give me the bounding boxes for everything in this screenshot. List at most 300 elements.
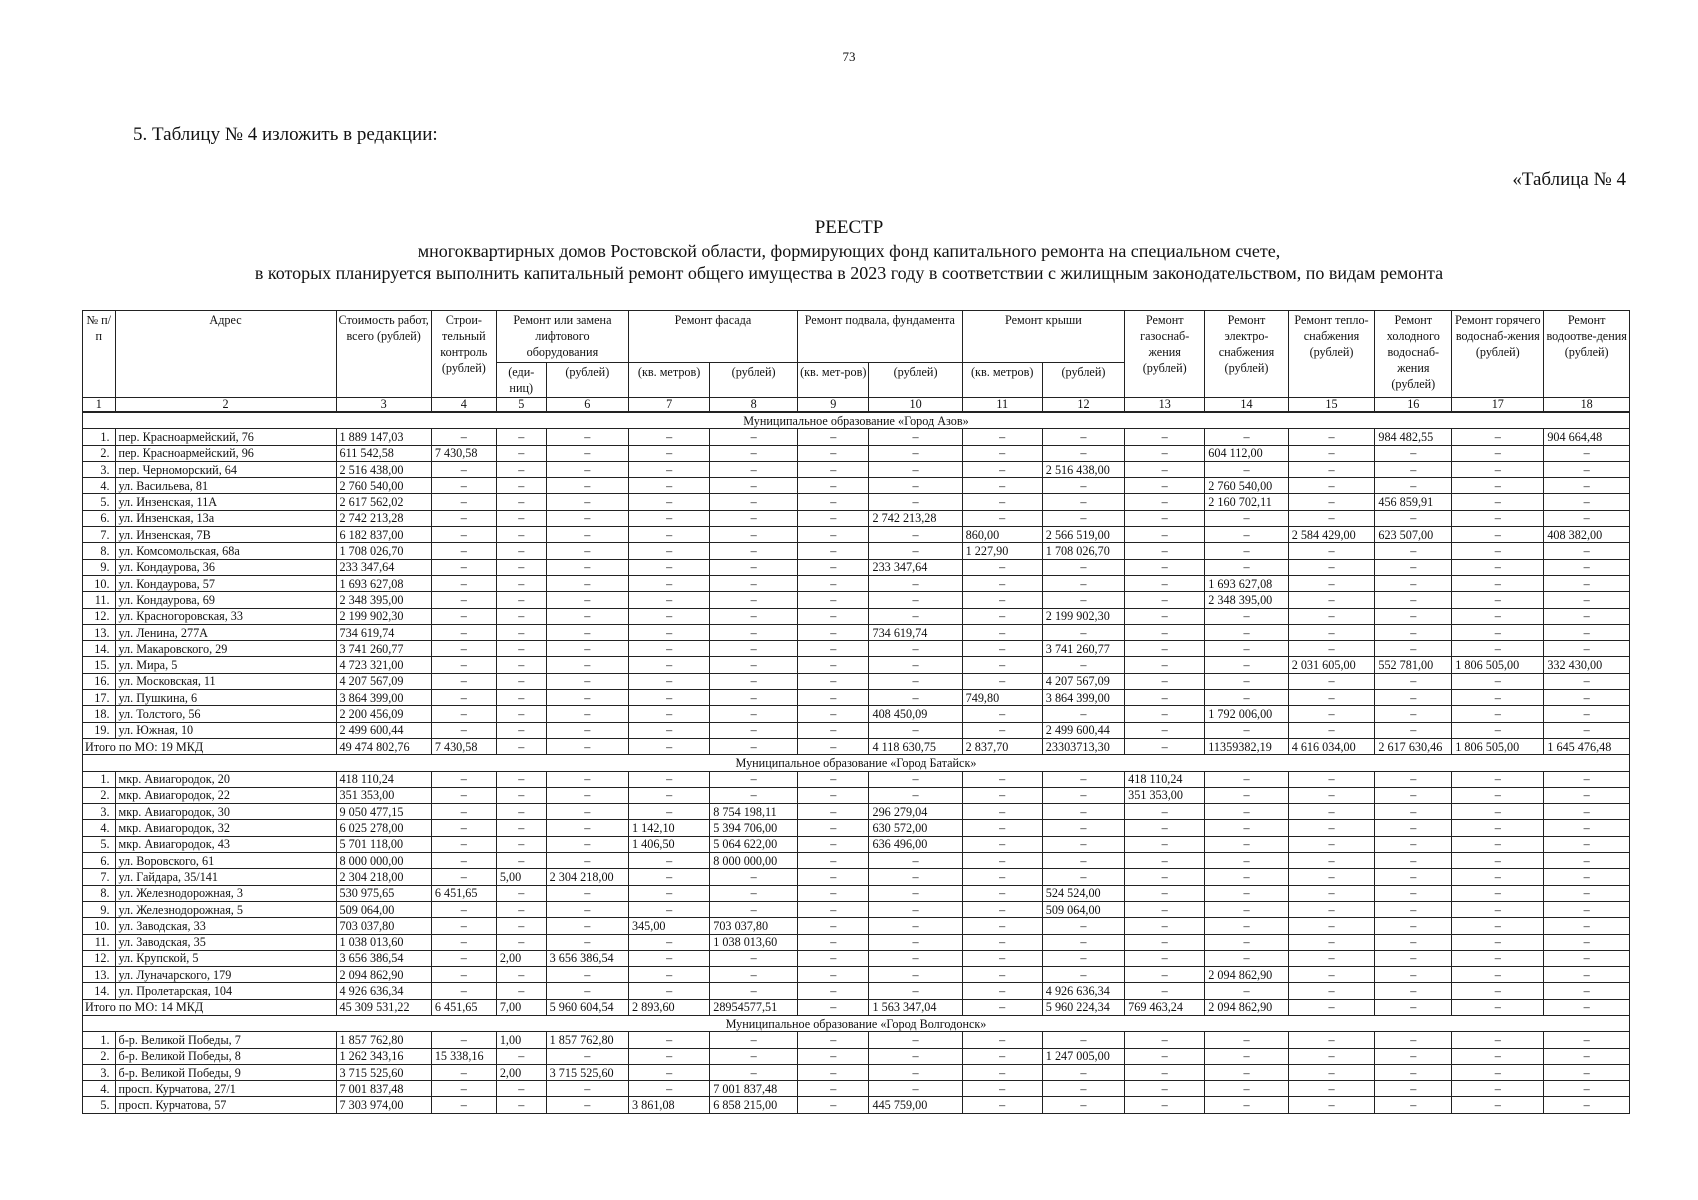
table-cell: –	[869, 527, 962, 543]
table-cell: –	[1042, 787, 1124, 803]
address-cell: мкр. Авиагородок, 22	[115, 787, 336, 803]
table-caption: «Таблица № 4	[1512, 169, 1626, 190]
table-cell: –	[1042, 918, 1124, 934]
column-number: 2	[115, 398, 336, 413]
table-cell: –	[1125, 575, 1205, 591]
table-cell: –	[1375, 706, 1452, 722]
table-cell: –	[962, 461, 1042, 477]
table-cell: –	[431, 690, 496, 706]
table-cell: –	[496, 934, 546, 950]
table-cell: –	[1452, 853, 1544, 869]
address-cell: пер. Черноморский, 64	[115, 461, 336, 477]
table-cell: –	[628, 445, 709, 461]
table-cell: 7 001 837,48	[336, 1081, 431, 1097]
table-cell: –	[1042, 1097, 1124, 1113]
table-cell: –	[546, 820, 628, 836]
table-cell: –	[496, 771, 546, 787]
table-cell: –	[1205, 820, 1288, 836]
table-cell: 3 864 399,00	[1042, 690, 1124, 706]
table-cell: –	[1288, 901, 1375, 917]
table-cell: –	[1544, 445, 1630, 461]
table-cell: –	[1125, 918, 1205, 934]
table-cell: –	[1288, 543, 1375, 559]
table-cell: –	[1205, 722, 1288, 738]
table-cell: 1 708 026,70	[336, 543, 431, 559]
table-cell: –	[797, 853, 869, 869]
table-cell: –	[1042, 559, 1124, 575]
header-roof-sqm: (кв. метров)	[962, 363, 1042, 398]
table-cell: –	[1544, 1064, 1630, 1080]
table-cell: 8 000 000,00	[710, 853, 798, 869]
table-cell: –	[1452, 934, 1544, 950]
table-cell: –	[1375, 559, 1452, 575]
total-cell: 2 617 630,46	[1375, 738, 1452, 754]
table-cell: 2.	[83, 445, 116, 461]
table-row	[83, 1097, 1630, 1113]
table-cell: 6.	[83, 853, 116, 869]
table-cell: –	[546, 1048, 628, 1064]
header-basement: Ремонт подвала, фундамента	[797, 311, 962, 363]
table-row	[83, 706, 1630, 722]
table-row	[83, 1032, 1630, 1048]
table-cell: –	[1205, 853, 1288, 869]
table-cell: 1 038 013,60	[336, 934, 431, 950]
table-cell: –	[710, 494, 798, 510]
table-cell: –	[1452, 624, 1544, 640]
table-cell: –	[797, 869, 869, 885]
table-cell: 860,00	[962, 527, 1042, 543]
table-cell: –	[496, 559, 546, 575]
table-cell: –	[628, 641, 709, 657]
table-cell: –	[1125, 1032, 1205, 1048]
table-cell: 530 975,65	[336, 885, 431, 901]
table-cell: –	[1452, 1081, 1544, 1097]
table-cell: –	[431, 543, 496, 559]
header-basement-rub: (рублей)	[869, 363, 962, 398]
table-cell: –	[962, 510, 1042, 526]
table-cell: 1 693 627,08	[1205, 575, 1288, 591]
table-cell: –	[1042, 967, 1124, 983]
table-cell: –	[546, 624, 628, 640]
table-cell: 332 430,00	[1544, 657, 1630, 673]
address-cell: ул. Пушкина, 6	[115, 690, 336, 706]
table-cell: –	[496, 510, 546, 526]
table-cell: –	[1125, 1097, 1205, 1113]
table-cell: 5.	[83, 1097, 116, 1113]
header-control: Строи-тельный контроль (рублей)	[431, 311, 496, 398]
table-cell: –	[496, 461, 546, 477]
table-cell: –	[1288, 478, 1375, 494]
table-cell: –	[1544, 1097, 1630, 1113]
table-cell: 9.	[83, 559, 116, 575]
table-cell: –	[869, 1032, 962, 1048]
total-cell: –	[1452, 999, 1544, 1015]
table-cell: –	[710, 641, 798, 657]
table-cell: –	[1205, 983, 1288, 999]
total-cell: 2 893,60	[628, 999, 709, 1015]
table-cell: –	[710, 901, 798, 917]
table-cell: –	[431, 510, 496, 526]
table-cell: –	[546, 901, 628, 917]
page-number: 73	[842, 49, 856, 64]
table-cell: –	[628, 804, 709, 820]
table-cell: –	[1205, 510, 1288, 526]
table-cell: –	[797, 1048, 869, 1064]
table-cell: –	[1452, 1064, 1544, 1080]
total-label: Итого по МО: 14 МКД	[83, 999, 337, 1015]
table-cell: –	[1205, 1081, 1288, 1097]
address-cell: ул. Мира, 5	[115, 657, 336, 673]
table-cell: –	[1288, 885, 1375, 901]
total-cell: –	[797, 999, 869, 1015]
table-cell: –	[1544, 983, 1630, 999]
table-row	[83, 787, 1630, 803]
address-cell: ул. Васильева, 81	[115, 478, 336, 494]
table-cell: –	[1042, 429, 1124, 445]
table-cell: –	[1042, 934, 1124, 950]
table-cell: –	[496, 657, 546, 673]
table-cell: 7 303 974,00	[336, 1097, 431, 1113]
table-row	[83, 950, 1630, 966]
table-cell: –	[1452, 559, 1544, 575]
table-cell: –	[1375, 641, 1452, 657]
table-cell: –	[1125, 527, 1205, 543]
table-cell: –	[628, 592, 709, 608]
table-cell: –	[797, 543, 869, 559]
registry-subtitle-1: многоквартирных домов Ростовской области, формирующих фонд капитального ремонта на специальном счете,	[417, 241, 1281, 261]
table-cell: –	[962, 1064, 1042, 1080]
table-cell: –	[797, 804, 869, 820]
table-cell: 2 617 562,02	[336, 494, 431, 510]
table-cell: –	[797, 559, 869, 575]
table-cell: 2 160 702,11	[1205, 494, 1288, 510]
table-cell: –	[710, 967, 798, 983]
table-cell: –	[1544, 690, 1630, 706]
table-cell: –	[496, 478, 546, 494]
table-cell: –	[962, 624, 1042, 640]
table-cell: 11.	[83, 592, 116, 608]
total-cell: –	[710, 738, 798, 754]
table-cell: 13.	[83, 967, 116, 983]
table-cell: 623 507,00	[1375, 527, 1452, 543]
table-cell: –	[496, 804, 546, 820]
table-cell: 12.	[83, 950, 116, 966]
table-cell: 10.	[83, 918, 116, 934]
table-cell: 3 656 386,54	[336, 950, 431, 966]
table-cell: –	[1042, 657, 1124, 673]
table-cell: –	[710, 1064, 798, 1080]
table-cell: 2 516 438,00	[336, 461, 431, 477]
address-cell: ул. Инзенская, 7В	[115, 527, 336, 543]
table-cell: –	[869, 1064, 962, 1080]
total-cell: 11359382,19	[1205, 738, 1288, 754]
table-cell: –	[1375, 885, 1452, 901]
column-number: 17	[1452, 398, 1544, 413]
table-cell: –	[546, 918, 628, 934]
table-cell: –	[628, 510, 709, 526]
table-cell: –	[869, 575, 962, 591]
header-sewer: Ремонт водоотве-дения (рублей)	[1544, 311, 1630, 398]
table-cell: –	[1452, 918, 1544, 934]
table-cell: –	[1288, 787, 1375, 803]
table-row	[83, 967, 1630, 983]
section-header-row	[83, 1015, 1630, 1031]
header-electric: Ремонт электро-снабжения (рублей)	[1205, 311, 1288, 398]
table-cell: –	[496, 429, 546, 445]
table-cell: –	[797, 918, 869, 934]
table-cell: –	[628, 608, 709, 624]
table-cell: 5.	[83, 494, 116, 510]
table-cell: 7.	[83, 527, 116, 543]
address-cell: ул. Воровского, 61	[115, 853, 336, 869]
table-cell: –	[962, 641, 1042, 657]
table-cell: 17.	[83, 690, 116, 706]
table-row	[83, 608, 1630, 624]
table-cell: –	[710, 575, 798, 591]
table-cell: –	[962, 983, 1042, 999]
table-cell: 1.	[83, 771, 116, 787]
table-cell: –	[869, 853, 962, 869]
table-cell: –	[869, 787, 962, 803]
table-cell: –	[1125, 608, 1205, 624]
table-cell: –	[1452, 478, 1544, 494]
table-cell: –	[1288, 836, 1375, 852]
table-cell: –	[1205, 869, 1288, 885]
table-cell: –	[1452, 445, 1544, 461]
table-row	[83, 429, 1630, 445]
address-cell: ул. Заводская, 35	[115, 934, 336, 950]
total-cell: 1 645 476,48	[1544, 738, 1630, 754]
table-cell: –	[496, 624, 546, 640]
table-cell: –	[1375, 934, 1452, 950]
table-cell: –	[1288, 706, 1375, 722]
table-cell: 2.	[83, 787, 116, 803]
table-cell: –	[1452, 1048, 1544, 1064]
table-cell: –	[797, 967, 869, 983]
header-roof-rub: (рублей)	[1042, 363, 1124, 398]
table-cell: –	[869, 429, 962, 445]
table-cell: –	[628, 885, 709, 901]
table-cell: –	[1452, 494, 1544, 510]
table-cell: –	[546, 592, 628, 608]
table-cell: –	[496, 885, 546, 901]
table-cell: –	[962, 885, 1042, 901]
header-heat: Ремонт тепло-снабжения (рублей)	[1288, 311, 1375, 398]
table-cell: –	[628, 559, 709, 575]
table-cell: –	[710, 983, 798, 999]
table-cell: –	[1042, 575, 1124, 591]
total-cell: –	[797, 738, 869, 754]
table-row	[83, 690, 1630, 706]
table-cell: 1 792 006,00	[1205, 706, 1288, 722]
table-cell: –	[1375, 1048, 1452, 1064]
table-cell: –	[628, 983, 709, 999]
table-cell: –	[1288, 950, 1375, 966]
table-cell: 3 741 260,77	[336, 641, 431, 657]
table-row	[83, 918, 1630, 934]
table-cell: –	[1042, 804, 1124, 820]
registry-body	[83, 412, 1630, 1113]
total-cell: 6 451,65	[431, 999, 496, 1015]
table-cell: –	[1375, 901, 1452, 917]
table-cell: –	[1042, 478, 1124, 494]
table-cell: 1 406,50	[628, 836, 709, 852]
total-cell: 7,00	[496, 999, 546, 1015]
total-cell: –	[1544, 999, 1630, 1015]
table-cell: –	[546, 771, 628, 787]
table-cell: –	[1205, 934, 1288, 950]
table-cell: 4 926 636,34	[336, 983, 431, 999]
table-cell: 636 496,00	[869, 836, 962, 852]
table-row	[83, 461, 1630, 477]
table-cell: –	[1042, 1064, 1124, 1080]
table-cell: –	[1544, 885, 1630, 901]
table-cell: 14.	[83, 983, 116, 999]
table-cell: 1.	[83, 429, 116, 445]
table-cell: –	[869, 967, 962, 983]
table-cell: –	[1375, 722, 1452, 738]
table-cell: 2 094 862,90	[336, 967, 431, 983]
table-cell: 5 394 706,00	[710, 820, 798, 836]
table-cell: –	[496, 967, 546, 983]
table-cell: –	[1544, 641, 1630, 657]
table-cell: –	[628, 657, 709, 673]
table-cell: 3 715 525,60	[546, 1064, 628, 1080]
table-cell: –	[628, 478, 709, 494]
table-cell: –	[1375, 804, 1452, 820]
table-cell: –	[962, 592, 1042, 608]
total-cell: –	[628, 738, 709, 754]
table-cell: 1 857 762,80	[336, 1032, 431, 1048]
table-cell: –	[1288, 804, 1375, 820]
table-cell: –	[1544, 722, 1630, 738]
table-cell: –	[1288, 429, 1375, 445]
table-cell: 2 742 213,28	[869, 510, 962, 526]
total-cell: –	[1288, 999, 1375, 1015]
address-cell: ул. Южная, 10	[115, 722, 336, 738]
table-cell: –	[1042, 624, 1124, 640]
table-cell: –	[431, 624, 496, 640]
table-cell: –	[962, 804, 1042, 820]
table-cell: –	[1125, 445, 1205, 461]
address-cell: ул. Инзенская, 13а	[115, 510, 336, 526]
table-cell: –	[1125, 673, 1205, 689]
table-cell: –	[1288, 624, 1375, 640]
table-cell: 2 499 600,44	[1042, 722, 1124, 738]
table-cell: –	[1205, 918, 1288, 934]
table-cell: 1 227,90	[962, 543, 1042, 559]
table-cell: 4.	[83, 820, 116, 836]
table-cell: –	[1125, 478, 1205, 494]
address-cell: ул. Красногоровская, 33	[115, 608, 336, 624]
table-cell: 8 000 000,00	[336, 853, 431, 869]
table-cell: –	[431, 575, 496, 591]
table-cell: –	[1544, 478, 1630, 494]
table-cell: –	[1452, 722, 1544, 738]
address-cell: мкр. Авиагородок, 32	[115, 820, 336, 836]
table-cell: 611 542,58	[336, 445, 431, 461]
table-cell: 5,00	[496, 869, 546, 885]
table-cell: –	[546, 608, 628, 624]
table-cell: 7 430,58	[431, 445, 496, 461]
table-cell: –	[962, 836, 1042, 852]
table-cell: –	[869, 445, 962, 461]
table-cell: –	[628, 543, 709, 559]
table-cell: 2 760 540,00	[336, 478, 431, 494]
table-cell: –	[431, 1064, 496, 1080]
table-cell: –	[546, 1081, 628, 1097]
table-cell: 2 199 902,30	[1042, 608, 1124, 624]
registry-subtitle-2: в которых планируется выполнить капитальный ремонт общего имущества в 2023 году в соответствии с жилищным законодательством, по видам ремонта	[254, 263, 1444, 283]
table-cell: –	[628, 429, 709, 445]
table-cell: –	[1452, 575, 1544, 591]
table-cell: –	[1375, 690, 1452, 706]
table-cell: –	[1375, 771, 1452, 787]
table-cell: 1 857 762,80	[546, 1032, 628, 1048]
table-cell: 296 279,04	[869, 804, 962, 820]
table-cell: –	[1125, 804, 1205, 820]
total-cell: –	[962, 999, 1042, 1015]
column-number: 14	[1205, 398, 1288, 413]
table-cell: –	[1375, 836, 1452, 852]
table-cell: –	[1452, 950, 1544, 966]
table-cell: 351 353,00	[1125, 787, 1205, 803]
table-cell: 8.	[83, 885, 116, 901]
table-cell: –	[496, 836, 546, 852]
section-title: Муниципальное образование «Город Азов»	[83, 412, 1630, 429]
total-cell: 23303713,30	[1042, 738, 1124, 754]
table-cell: –	[1452, 869, 1544, 885]
total-row	[83, 999, 1630, 1015]
table-cell: –	[869, 950, 962, 966]
table-cell: –	[710, 510, 798, 526]
table-cell: –	[1375, 543, 1452, 559]
table-cell: –	[962, 934, 1042, 950]
table-cell: 1 247 005,00	[1042, 1048, 1124, 1064]
table-cell: –	[1125, 1048, 1205, 1064]
section-title: Муниципальное образование «Город Батайск»	[83, 755, 1630, 771]
table-cell: –	[1205, 543, 1288, 559]
table-cell: –	[496, 494, 546, 510]
table-cell: –	[628, 624, 709, 640]
table-cell: –	[710, 608, 798, 624]
table-row	[83, 853, 1630, 869]
table-cell: –	[710, 559, 798, 575]
table-cell: –	[1544, 575, 1630, 591]
table-cell: –	[628, 1048, 709, 1064]
table-cell: –	[797, 445, 869, 461]
table-cell: 445 759,00	[869, 1097, 962, 1113]
table-cell: –	[962, 967, 1042, 983]
table-cell: –	[496, 575, 546, 591]
total-cell: 5 960 224,34	[1042, 999, 1124, 1015]
table-cell: –	[431, 787, 496, 803]
column-number: 18	[1544, 398, 1630, 413]
table-cell: 524 524,00	[1042, 885, 1124, 901]
table-cell: 351 353,00	[336, 787, 431, 803]
table-cell: –	[496, 1048, 546, 1064]
total-cell: 7 430,58	[431, 738, 496, 754]
table-cell: –	[1452, 901, 1544, 917]
table-row	[83, 657, 1630, 673]
table-cell: –	[1452, 527, 1544, 543]
table-cell: –	[1125, 885, 1205, 901]
table-cell: 904 664,48	[1544, 429, 1630, 445]
table-cell: –	[710, 787, 798, 803]
table-cell: –	[797, 706, 869, 722]
table-cell: 7.	[83, 869, 116, 885]
table-cell: 1 708 026,70	[1042, 543, 1124, 559]
